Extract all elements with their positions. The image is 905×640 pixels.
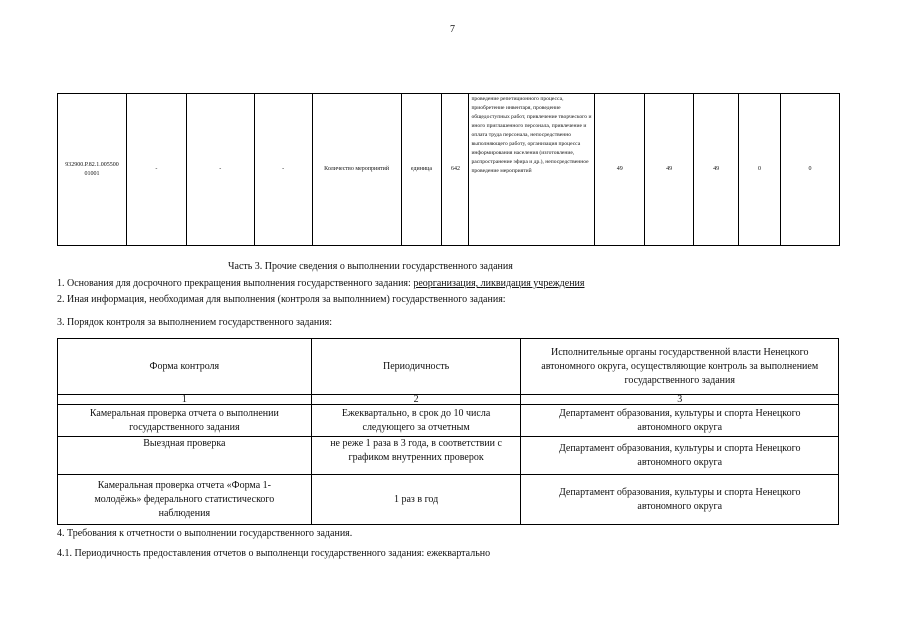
row-2-form: Выездная проверка [58, 437, 312, 475]
registry-code: 932900.Р.82.1.005500 01001 [58, 94, 127, 246]
table-row [58, 475, 839, 525]
col-number-1: 1 [58, 395, 312, 405]
row-2-period: не реже 1 раза в 3 года, в соответствии с графиком внутренних проверок [311, 437, 521, 475]
part3-title: Часть 3. Прочие сведения о выполнении государственного задания [228, 261, 513, 272]
row-3-organ: Департамент образования, культуры и спорта Ненецкого автономного округа [521, 475, 839, 525]
header-form: Форма контроля [58, 339, 312, 395]
value-4: 0 [739, 94, 781, 246]
item-3: 3. Порядок контроля за выполнением государственного задания: [57, 317, 332, 328]
table-row [58, 437, 839, 475]
cell-dash-2: - [186, 94, 254, 246]
control-table [57, 338, 839, 525]
item-4-1: 4.1. Периодичность предоставления отчетов о выполненци государственного задания: ежеквартально [57, 548, 491, 559]
table-number-row [58, 395, 839, 405]
row-2-organ: Департамент образования, культуры и спорта Ненецкого автономного округа [521, 437, 839, 475]
item-1 [57, 278, 585, 289]
row-1-organ: Департамент образования, культуры и спорта Ненецкого автономного округа [521, 405, 839, 437]
row-1-period: Ежеквартально, в срок до 10 числа следующего за отчетным [311, 405, 521, 437]
work-description: проведение репетиционного процесса, приобретение инвентаря, проведение общедоступных работ, привлечение творческого и иного приглашенного персонала, привлечение и оплата труда персонала, непосредственно выполняющего работу, организация процесса информирования населения (изготовление, распространение эфира и др.), непосредственное проведение мероприятий [469, 94, 595, 246]
row-3-period: 1 раз в год [311, 475, 521, 525]
table-row [58, 405, 839, 437]
table-row [58, 94, 840, 246]
value-3: 49 [694, 94, 739, 246]
item-2: 2. Иная информация, необходимая для выполнения (контроля за выполннием) государственного задания: [57, 294, 506, 305]
col-number-2: 2 [311, 395, 521, 405]
unit-name: единица [401, 94, 442, 246]
table-header-row [58, 339, 839, 395]
header-period: Периодичность [311, 339, 521, 395]
indicator-name: Количество мероприятий [312, 94, 401, 246]
row-3-form: Камеральная проверка отчета «Форма 1-молодёжь» федерального статистического наблюдения [58, 475, 312, 525]
item-4: 4. Требования к отчетности о выполнении государственного задания. [57, 528, 353, 539]
header-organ: Исполнительные органы государственной власти Ненецкого автономного округа, осуществляющие контроль за выполнением государственного задания [521, 339, 839, 395]
service-indicator-table [57, 93, 840, 246]
value-1: 49 [595, 94, 645, 246]
value-5: 0 [780, 94, 839, 246]
cell-dash-1: - [126, 94, 186, 246]
okei-code: 642 [442, 94, 469, 246]
row-1-form: Камеральная проверка отчета о выполнении государственного задания [58, 405, 312, 437]
cell-dash-3: - [254, 94, 312, 246]
col-number-3: 3 [521, 395, 839, 405]
value-2: 49 [645, 94, 694, 246]
item-1-label: 1. Основания для досрочного прекращения выполнения государственного задания: [57, 278, 414, 289]
item-1-value: реорганизация, ликвидация учреждения [413, 278, 585, 289]
page-number: 7 [450, 24, 455, 35]
